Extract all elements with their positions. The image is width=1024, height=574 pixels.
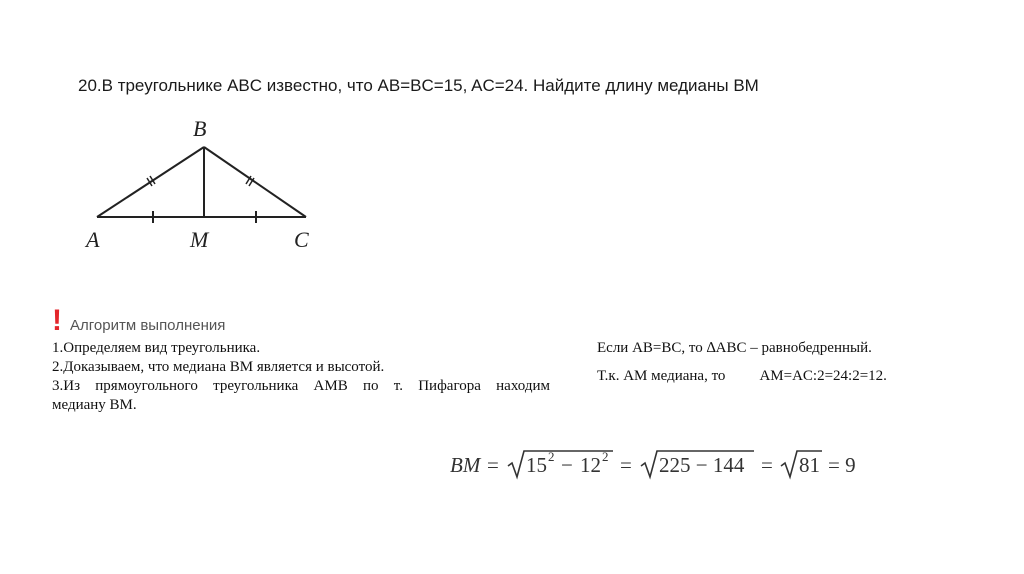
algorithm-block [52,306,550,415]
label-a: A [86,227,100,252]
side-ab [97,147,204,217]
formula-result: = 9 [828,453,856,477]
formula-eq-2: = [761,453,773,477]
solution-line-1: Если AB=BC, то ∆ABC – равнобедренный. [597,340,872,356]
label-c: C [294,227,309,252]
solution-notes [597,338,887,386]
label-m: M [190,227,209,252]
step-2: 2.Доказываем, что медиана BM является и высотой. [52,359,385,375]
formula-rad1-a-exp: 2 [548,449,555,464]
exclamation-icon: ! [52,304,62,337]
solution-line-2 [597,366,887,386]
step-1: 1.Определяем вид треугольника. [52,340,261,356]
formula-rad1-minus: − [561,453,573,477]
formula-rad1-b: 12 [580,453,601,477]
algorithm-header [52,306,550,336]
formula-rad1-b-exp: 2 [602,449,609,464]
side-bc [204,147,306,217]
step-3-line-2: медиану BM. [52,397,137,413]
label-b: B [193,116,207,141]
formula-lhs: BM = [450,453,500,477]
solution-line-2-left: Т.к. AM медиана, то [597,368,726,384]
step-3-line-1: 3.Из прямоугольного треугольника AMB по т. Пифагора находим [52,378,550,394]
solution-line-2-right: AM=AC:2=24:2=12. [759,368,887,384]
formula-rad2: 225 − 144 [659,453,745,477]
formula-eq-1: = [620,453,632,477]
algorithm-title: Алгоритм выполнения [70,317,226,334]
formula-rad3: 81 [799,453,820,477]
problem-statement: 20.В треугольнике ABC известно, что AB=BC=15, AC=24. Найдите длину медианы BM [78,76,759,95]
formula-rad1-a: 15 [526,453,547,477]
triangle-diagram [80,112,330,257]
pythagoras-formula [450,445,870,485]
algorithm-steps [52,339,550,415]
